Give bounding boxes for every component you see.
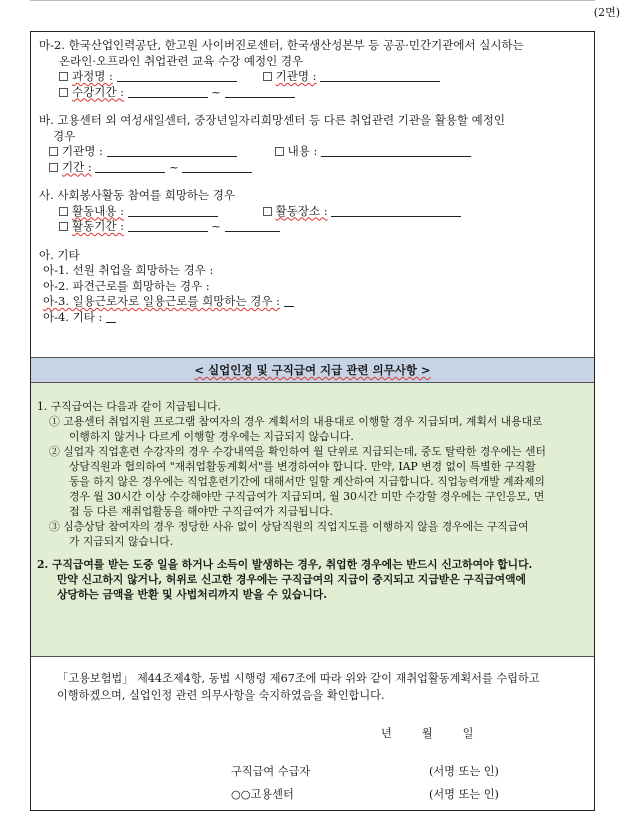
a2-line: 아-2. 파견근로를 희망하는 경우 : [43, 278, 210, 293]
date-day[interactable]: 일 [462, 727, 474, 740]
duty-1-2-line3: 동을 하지 않은 경우에는 직업훈련기간에 대해서만 일할 계산하여 지급합니다. 직업능력개발 계좌제의 [69, 475, 545, 488]
recipient-label: 구직급여 수급자 [231, 765, 311, 778]
a1-line: 아-1. 선원 취업을 희망하는 경우 : [43, 263, 214, 277]
duty-1-2-line1: ② 실업자 직업훈련 수강자의 경우 수강내역을 확인하여 월 단위로 지급되는데, 중도 탈락한 경우에는 센터 [49, 445, 546, 458]
org-label: 기관명 : [275, 69, 317, 83]
period-start-field[interactable] [128, 86, 208, 98]
ba-content-label: 내용 : [287, 144, 318, 158]
ba-title-line1: 바. 고용센터 외 여성새일센터, 중장년일자리희망센터 등 다른 취업관련 기관을 활용할 예정인 [39, 113, 506, 127]
activity-plan-section [31, 32, 594, 325]
declaration-section [31, 657, 594, 810]
duties-box [31, 383, 594, 657]
a3-field[interactable] [284, 295, 294, 307]
org-checkbox[interactable] [263, 72, 272, 81]
ba-row-org [39, 144, 586, 160]
period-label: 수강기간 : [72, 84, 124, 99]
ba-title-line2: 경우 [53, 128, 76, 143]
date-year[interactable]: 년 [381, 727, 392, 740]
ba-content-checkbox[interactable] [275, 147, 284, 156]
ma2-title-line2: 온라인·오프라인 취업관련 교육 수강 예정인 경우 [59, 53, 304, 68]
sa-content-checkbox[interactable] [59, 207, 68, 216]
sa-place-checkbox[interactable] [263, 207, 272, 216]
duty-2-line2: 만약 신고하지 않거나, 허위로 신고한 경우에는 구직급여의 지급이 중지되고 지급받은 구직급여액에 [57, 573, 526, 586]
sa-place-label: 활동장소 : [275, 203, 328, 218]
duty-1-3-line2: 가 지급되지 않습니다. [69, 535, 174, 548]
sa-period-checkbox[interactable] [59, 222, 68, 231]
sa-row-period [39, 219, 586, 235]
duty-1-2-line5: 접 등 다른 재취업활동을 해야만 구직급여가 지급됩니다. [69, 505, 333, 518]
top-border [30, 0, 595, 1]
duty-1-1-line2: 이행하지 않거나 다르게 이행할 경우에는 지급되지 않습니다. [69, 430, 354, 443]
course-label: 과정명 : [72, 69, 113, 83]
sa-place-field[interactable] [331, 205, 461, 217]
course-checkbox[interactable] [59, 72, 68, 81]
recipient-signature-row [231, 763, 499, 779]
ma2-row-course [39, 69, 586, 85]
ba-org-label: 기관명 : [62, 144, 103, 158]
sa-title: 사. 사회봉사활동 참여를 희망하는 경우 [39, 188, 236, 202]
ba-period-label: 기간 : [62, 159, 92, 174]
period-tilde: ~ [211, 84, 221, 99]
duty-1-1-line1: ① 고용센터 취업지원 프로그램 참여자의 경우 계획서의 내용대로 이행할 경우 지급되며, 계획서 내용대로 [49, 415, 543, 428]
period-checkbox[interactable] [59, 88, 68, 97]
duty-1-3-line1: ③ 심층상담 참여자의 경우 정당한 사유 없이 상담직원의 직업지도를 이행하지 않을 경우에는 구직급여 [49, 520, 529, 533]
duty-2-line1: 2. 구직급여를 받는 도중 일을 하거나 소득이 발생하는 경우, 취업한 경우에는 반드시 신고하여야 합니다. [37, 558, 533, 571]
duties-heading: < 실업인정 및 구직급여 지급 관련 의무사항 > [31, 357, 594, 383]
ba-content-field[interactable] [321, 145, 471, 157]
ba-org-checkbox[interactable] [49, 147, 58, 156]
sa-period-label: 활동기간 : [72, 219, 124, 233]
course-field[interactable] [117, 70, 237, 82]
ba-period-checkbox[interactable] [49, 163, 58, 172]
center-label: ○○고용센터 [231, 788, 294, 801]
ma2-row-period [39, 85, 586, 101]
declaration-line1: 「고용보험법」 제44조제4항, 동법 시행령 제67조에 따라 위와 같이 재취업활동계획서를 수립하고 [57, 672, 540, 685]
declaration-line2: 이행하겠으며, 실업인정 관련 의무사항을 숙지하였음을 확인합니다. [57, 689, 385, 702]
form-frame [30, 31, 595, 811]
a3-line: 아-3. 일용근로자로 일용근로를 희망하는 경우 : [39, 294, 586, 310]
period-end-field[interactable] [225, 86, 295, 98]
date-month[interactable]: 월 [421, 727, 433, 740]
recipient-sign-field[interactable]: (서명 또는 인) [429, 765, 499, 778]
ba-row-period [39, 160, 586, 176]
org-field[interactable] [320, 70, 440, 82]
ba-period-end-field[interactable] [182, 161, 252, 173]
duty-1-title: 1. 구직급여는 다음과 같이 지급됩니다. [37, 400, 221, 413]
ma2-title-line1: 마-2. 한국산업인력공단, 한고원 사이버진로센터, 한국생산성본부 등 공공·민간기관에서 실시하는 [39, 38, 524, 52]
date-line [381, 725, 503, 741]
sa-period-tilde: ~ [211, 219, 221, 233]
center-signature-row [231, 786, 499, 802]
sa-period-start-field[interactable] [128, 220, 208, 232]
sa-row-content [39, 204, 586, 220]
a4-line: 아-4. 기타 : [39, 310, 586, 326]
duty-2-line3: 상당하는 금액을 반환 및 사법처리까지 받을 수 있습니다. [57, 588, 327, 601]
declaration-text [57, 670, 577, 704]
a-title: 아. 기타 [39, 247, 80, 262]
ba-period-tilde: ~ [169, 159, 179, 174]
sa-content-label: 활동내용 : [72, 203, 124, 218]
duty-1-2-line4: 경우 월 30시간 이상 수강해야만 구직급여가 지급되며, 월 30시간 미만 수강할 경우에는 구인응모, 면 [69, 490, 545, 503]
a4-field[interactable] [106, 311, 116, 323]
ba-org-field[interactable] [107, 145, 237, 157]
center-sign-field[interactable]: (서명 또는 인) [429, 788, 499, 801]
duty-1-2-line2: 상담직원과 협의하여 "재취업활동계획서"를 변경하여야 합니다. 만약, IAP 변경 없이 특별한 구직활 [69, 460, 536, 473]
page-number: (2면) [593, 6, 620, 19]
ba-period-start-field[interactable] [95, 161, 165, 173]
sa-content-field[interactable] [128, 205, 218, 217]
sa-period-end-field[interactable] [225, 220, 280, 232]
